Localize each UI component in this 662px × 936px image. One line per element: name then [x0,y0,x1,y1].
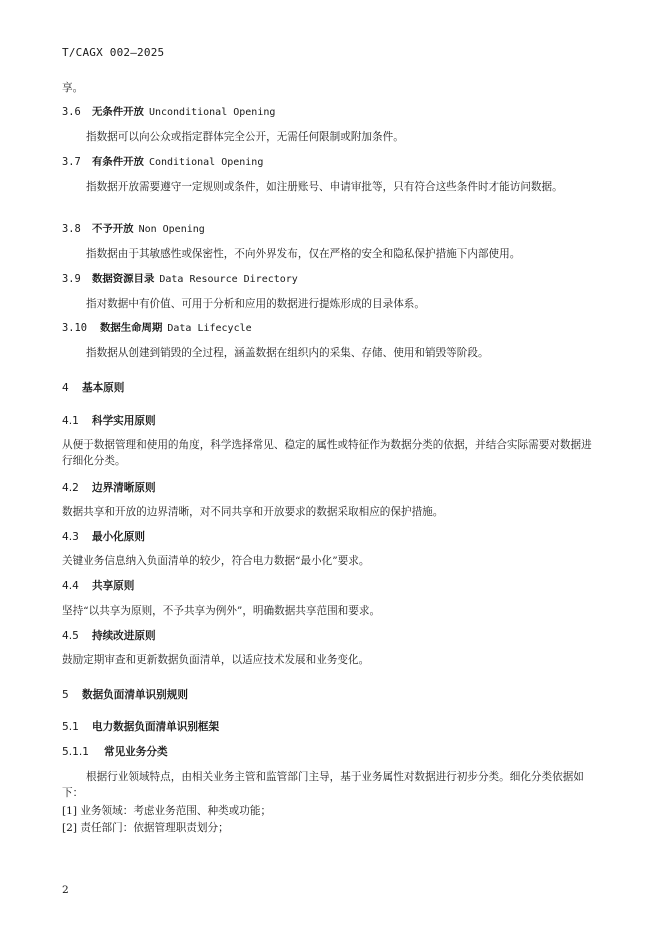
term-number: 3.6 [62,106,81,118]
section-number: 4 [62,382,69,394]
clause-title: 边界清晰原则 [92,482,156,494]
term-english: Non Opening [138,224,205,235]
clause-number: 5.1 [62,721,79,733]
term-definition: 指数据可以向公众或指定群体完全公开，无需任何限制或附加条件。 [86,131,404,143]
term-chinese: 数据资源目录 [92,273,155,285]
section-number: 5 [62,689,69,701]
term-definition: 指数据开放需要遵守一定规则或条件，如注册账号、申请审批等，只有符合这些条件时才能访问数据。 [86,181,563,193]
list-item: [2] 责任部门：依据管理职责划分； [62,822,229,834]
term-chinese: 有条件开放 [92,156,144,168]
section-4-heading [62,380,602,396]
clause-title: 持续改进原则 [92,630,156,642]
section-5-heading [62,687,602,703]
clause-number: 4.3 [62,531,79,543]
clause-4-2-heading [62,480,602,496]
term-3-8 [62,221,602,238]
clause-4-4-heading [62,578,602,594]
term-3-10 [62,320,602,337]
clause-4-1-heading [62,413,602,429]
term-3-6 [62,104,602,121]
clause-title: 共享原则 [92,580,135,592]
section-title: 基本原则 [82,382,125,394]
clause-text: 鼓励定期审查和更新数据负面清单，以适应技术发展和业务变化。 [62,654,370,666]
term-3-7 [62,154,602,171]
section-title: 数据负面清单识别规则 [82,689,188,701]
clause-text: 坚持“以共享为原则，不予共享为例外”，明确数据共享范围和要求。 [62,605,381,617]
carryover-text: 享。 [62,82,84,94]
term-chinese: 无条件开放 [92,106,144,118]
clause-title: 科学实用原则 [92,415,156,427]
term-definition: 指数据由于其敏感性或保密性，不向外界发布，仅在严格的安全和隐私保护措施下内部使用。 [86,248,521,260]
clause-paragraph: 根据行业领域特点，由相关业务主管和监管部门主导，基于业务属性对数据进行初步分类。细化分类依据如下： [62,771,584,799]
clause-text: 从便于数据管理和使用的角度，科学选择常见、稳定的属性或特征作为数据分类的依据，并结合实际需要对数据进行细化分类。 [62,439,592,467]
term-number: 3.7 [62,156,81,168]
clause-4-3-heading [62,529,602,545]
term-3-9 [62,271,602,288]
term-number: 3.9 [62,273,81,285]
clause-title: 电力数据负面清单识别框架 [92,721,220,733]
term-chinese: 数据生命周期 [100,322,163,334]
clause-5-1-1-heading [62,744,602,760]
term-english: Unconditional Opening [148,107,276,118]
term-english: Conditional Opening [148,157,264,168]
list-item: [1] 业务领域：考虑业务范围、种类或功能； [62,805,272,817]
term-number: 3.10 [62,322,88,334]
clause-number: 4.4 [62,580,79,592]
page-number: 2 [62,884,69,896]
clause-text: 数据共享和开放的边界清晰，对不同共享和开放要求的数据采取相应的保护措施。 [62,506,444,518]
term-chinese: 不予开放 [92,223,134,235]
term-definition: 指对数据中有价值、可用于分析和应用的数据进行提炼形成的目录体系。 [86,298,425,310]
clause-5-1-heading [62,719,602,735]
clause-number: 4.2 [62,482,79,494]
term-definition: 指数据从创建到销毁的全过程，涵盖数据在组织内的采集、存储、使用和销毁等阶段。 [86,347,489,359]
clause-number: 4.1 [62,415,79,427]
term-english: Data Resource Directory [159,274,298,285]
clause-title: 最小化原则 [92,531,145,543]
clause-title: 常见业务分类 [104,746,168,758]
clause-number: 4.5 [62,630,79,642]
clause-number: 5.1.1 [62,746,89,758]
standard-code-header: T/CAGX 002—2025 [62,46,165,59]
clause-text: 关键业务信息纳入负面清单的较少，符合电力数据“最小化”要求。 [62,555,370,567]
term-english: Data Lifecycle [167,323,252,334]
clause-4-5-heading [62,628,602,644]
term-number: 3.8 [62,223,81,235]
